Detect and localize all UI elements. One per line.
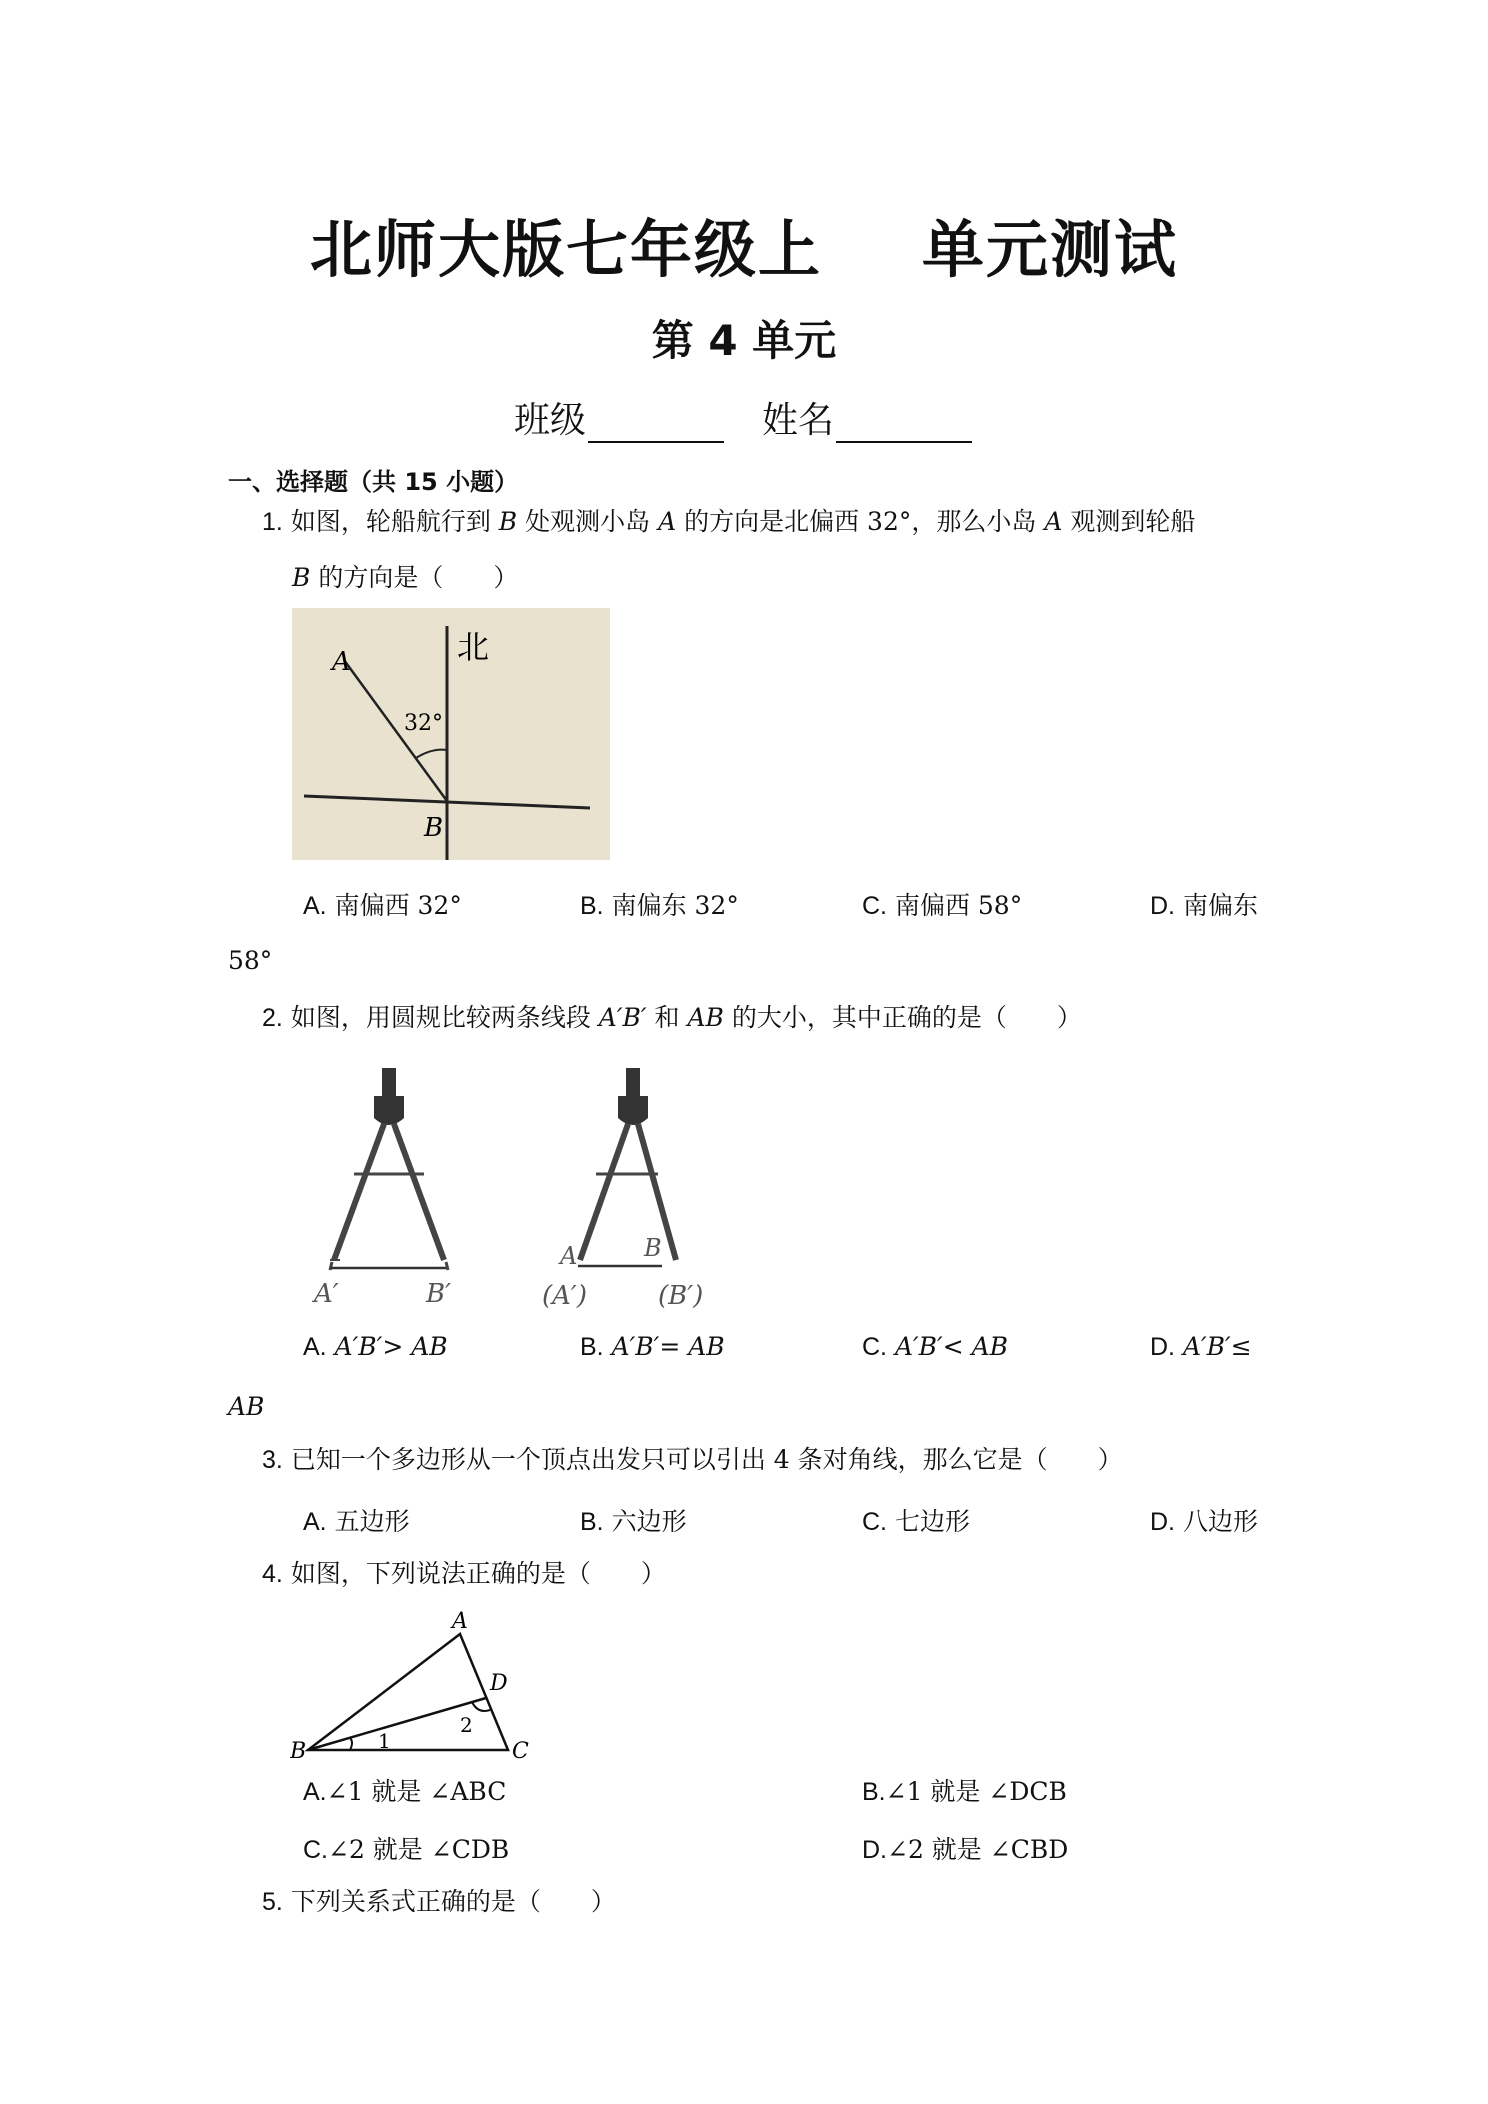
option-text: 南偏西 58°	[894, 891, 1023, 920]
compass-right	[580, 1068, 676, 1260]
option-text: ∠1 就是 ∠DCB	[885, 1777, 1067, 1806]
option-text: 六边形	[611, 1507, 687, 1536]
label-a: A	[560, 1242, 578, 1270]
name-blank[interactable]	[836, 407, 972, 443]
option-letter: B.	[580, 1333, 604, 1361]
q3-option-d[interactable]	[1150, 1502, 1258, 1538]
q1-text-d: 观测到轮船	[1070, 507, 1196, 536]
q2-option-b[interactable]	[580, 1332, 725, 1362]
option-text: 南偏东	[1182, 891, 1258, 920]
option-letter: B.	[580, 892, 604, 920]
option-letter: D.	[862, 1836, 887, 1864]
q2-option-d[interactable]	[1150, 1332, 1252, 1362]
option-letter: D.	[1150, 1333, 1175, 1361]
question-number: 4.	[262, 1560, 283, 1588]
option-letter: C.	[862, 1508, 887, 1536]
q3-option-c[interactable]	[862, 1502, 970, 1538]
option-text: 八边形	[1182, 1507, 1258, 1536]
q4-text: 如图，下列说法正确的是（ ）	[290, 1559, 666, 1588]
q1-var-a2: A	[1044, 507, 1063, 536]
q2-text-c: 的大小，其中正确的是（ ）	[731, 1003, 1082, 1032]
label-b-prime: B′	[426, 1279, 452, 1309]
question-number: 2.	[262, 1004, 283, 1032]
q4-option-d[interactable]	[862, 1830, 1068, 1866]
north-label: 北	[457, 628, 490, 666]
point-b-label: B	[424, 813, 444, 843]
option-letter: C.	[862, 1333, 887, 1361]
option-letter: D.	[1150, 1508, 1175, 1536]
q1-option-d[interactable]	[1150, 886, 1258, 922]
q4-label-a: A	[452, 1609, 468, 1634]
question-5	[262, 1874, 1292, 1930]
option-letter: B.	[580, 1508, 604, 1536]
q4-figure	[290, 1602, 550, 1762]
name-label: 姓名	[762, 400, 835, 441]
q1-text-b: 处观测小岛	[525, 507, 651, 536]
q4-label-2: 2	[460, 1713, 473, 1737]
option-letter: C.	[303, 1836, 328, 1864]
q1-var-a: A	[658, 507, 677, 536]
q1-figure	[292, 608, 610, 860]
q1-var-b2: B	[292, 563, 311, 592]
q1-option-a[interactable]	[303, 886, 462, 922]
q2-text-a: 如图，用圆规比较两条线段	[290, 1003, 591, 1032]
q2-figure	[300, 1060, 760, 1320]
label-b: B	[644, 1234, 662, 1262]
option-letter: B.	[862, 1778, 886, 1806]
point-a-label: A	[332, 647, 351, 677]
question-3	[262, 1432, 1292, 1488]
q1-var-b: B	[498, 507, 518, 536]
q1-text-e: 的方向是（ ）	[318, 563, 519, 592]
label-b-paren: (B′)	[658, 1281, 704, 1311]
q2-seg1: A′B′	[598, 1003, 647, 1032]
question-number: 3.	[262, 1446, 283, 1474]
q3-text: 已知一个多边形从一个顶点出发只可以引出 4 条对角线，那么它是（ ）	[290, 1445, 1123, 1474]
q1-text-a: 如图，轮船航行到	[290, 507, 491, 536]
q4-label-1: 1	[378, 1729, 391, 1753]
question-1-line2	[292, 550, 518, 606]
option-letter: A.	[303, 1333, 327, 1361]
q1-option-d-wrap: 58°	[228, 946, 273, 975]
option-text: 南偏东 32°	[611, 891, 739, 920]
class-name-line	[0, 392, 1488, 443]
q3-option-a[interactable]	[303, 1502, 410, 1538]
class-blank[interactable]	[588, 407, 724, 443]
q4-option-c[interactable]	[303, 1830, 509, 1866]
q4-option-b[interactable]	[862, 1772, 1067, 1808]
q2-option-a[interactable]	[303, 1332, 448, 1362]
option-text: A′B′> AB	[334, 1332, 448, 1361]
q1-figure-svg	[292, 608, 610, 860]
q1-text-c: 的方向是北偏西 32°，那么小岛	[684, 507, 1037, 536]
q1-option-c[interactable]	[862, 886, 1022, 922]
q4-label-b: B	[290, 1739, 307, 1762]
option-letter: C.	[862, 892, 887, 920]
q2-option-c[interactable]	[862, 1332, 1008, 1362]
question-number: 1.	[262, 508, 283, 536]
q4-label-c: C	[512, 1739, 529, 1762]
option-text: A′B′< AB	[894, 1332, 1009, 1361]
question-number: 5.	[262, 1888, 283, 1916]
option-letter: A.	[303, 1508, 327, 1536]
option-text: ∠2 就是 ∠CBD	[887, 1835, 1069, 1864]
title-left: 北师大版七年级上	[309, 213, 822, 286]
option-letter: D.	[1150, 892, 1175, 920]
compass-left	[330, 1068, 448, 1270]
unit-subtitle: 第 4 单元	[651, 316, 837, 365]
option-letter: A.	[303, 892, 327, 920]
q3-option-b[interactable]	[580, 1502, 687, 1538]
q1-option-b[interactable]	[580, 886, 739, 922]
option-text: ∠2 就是 ∠CDB	[328, 1835, 510, 1864]
option-text: A′B′= AB	[611, 1332, 725, 1361]
angle-arc	[416, 750, 447, 758]
angle-1-arc	[350, 1738, 352, 1750]
triangle-abc	[308, 1634, 508, 1750]
q4-option-a[interactable]	[303, 1772, 506, 1808]
question-4	[262, 1546, 1292, 1602]
q4-label-d: D	[490, 1671, 508, 1696]
question-2	[262, 990, 1292, 1046]
option-text: A′B′≤	[1182, 1332, 1252, 1361]
question-1	[262, 494, 1292, 550]
angle-label: 32°	[404, 711, 443, 736]
page-title	[0, 200, 1488, 289]
label-a-prime: A′	[314, 1279, 339, 1309]
angle-2-arc	[472, 1702, 490, 1711]
q2-option-d-wrap: AB	[228, 1392, 265, 1421]
option-text: 七边形	[894, 1507, 970, 1536]
class-label: 班级	[513, 400, 586, 441]
option-text: 南偏西 32°	[334, 891, 462, 920]
q2-text-b: 和	[654, 1003, 680, 1032]
section-heading: 一、选择题（共 15 小题）	[228, 468, 519, 496]
option-text: ∠1 就是 ∠ABC	[326, 1777, 507, 1806]
option-text: 五边形	[334, 1507, 410, 1536]
label-a-paren: (A′)	[542, 1281, 587, 1311]
q2-seg2: AB	[687, 1003, 724, 1032]
q5-text: 下列关系式正确的是（ ）	[290, 1887, 616, 1916]
option-letter: A.	[303, 1778, 327, 1806]
title-right: 单元测试	[922, 213, 1179, 286]
